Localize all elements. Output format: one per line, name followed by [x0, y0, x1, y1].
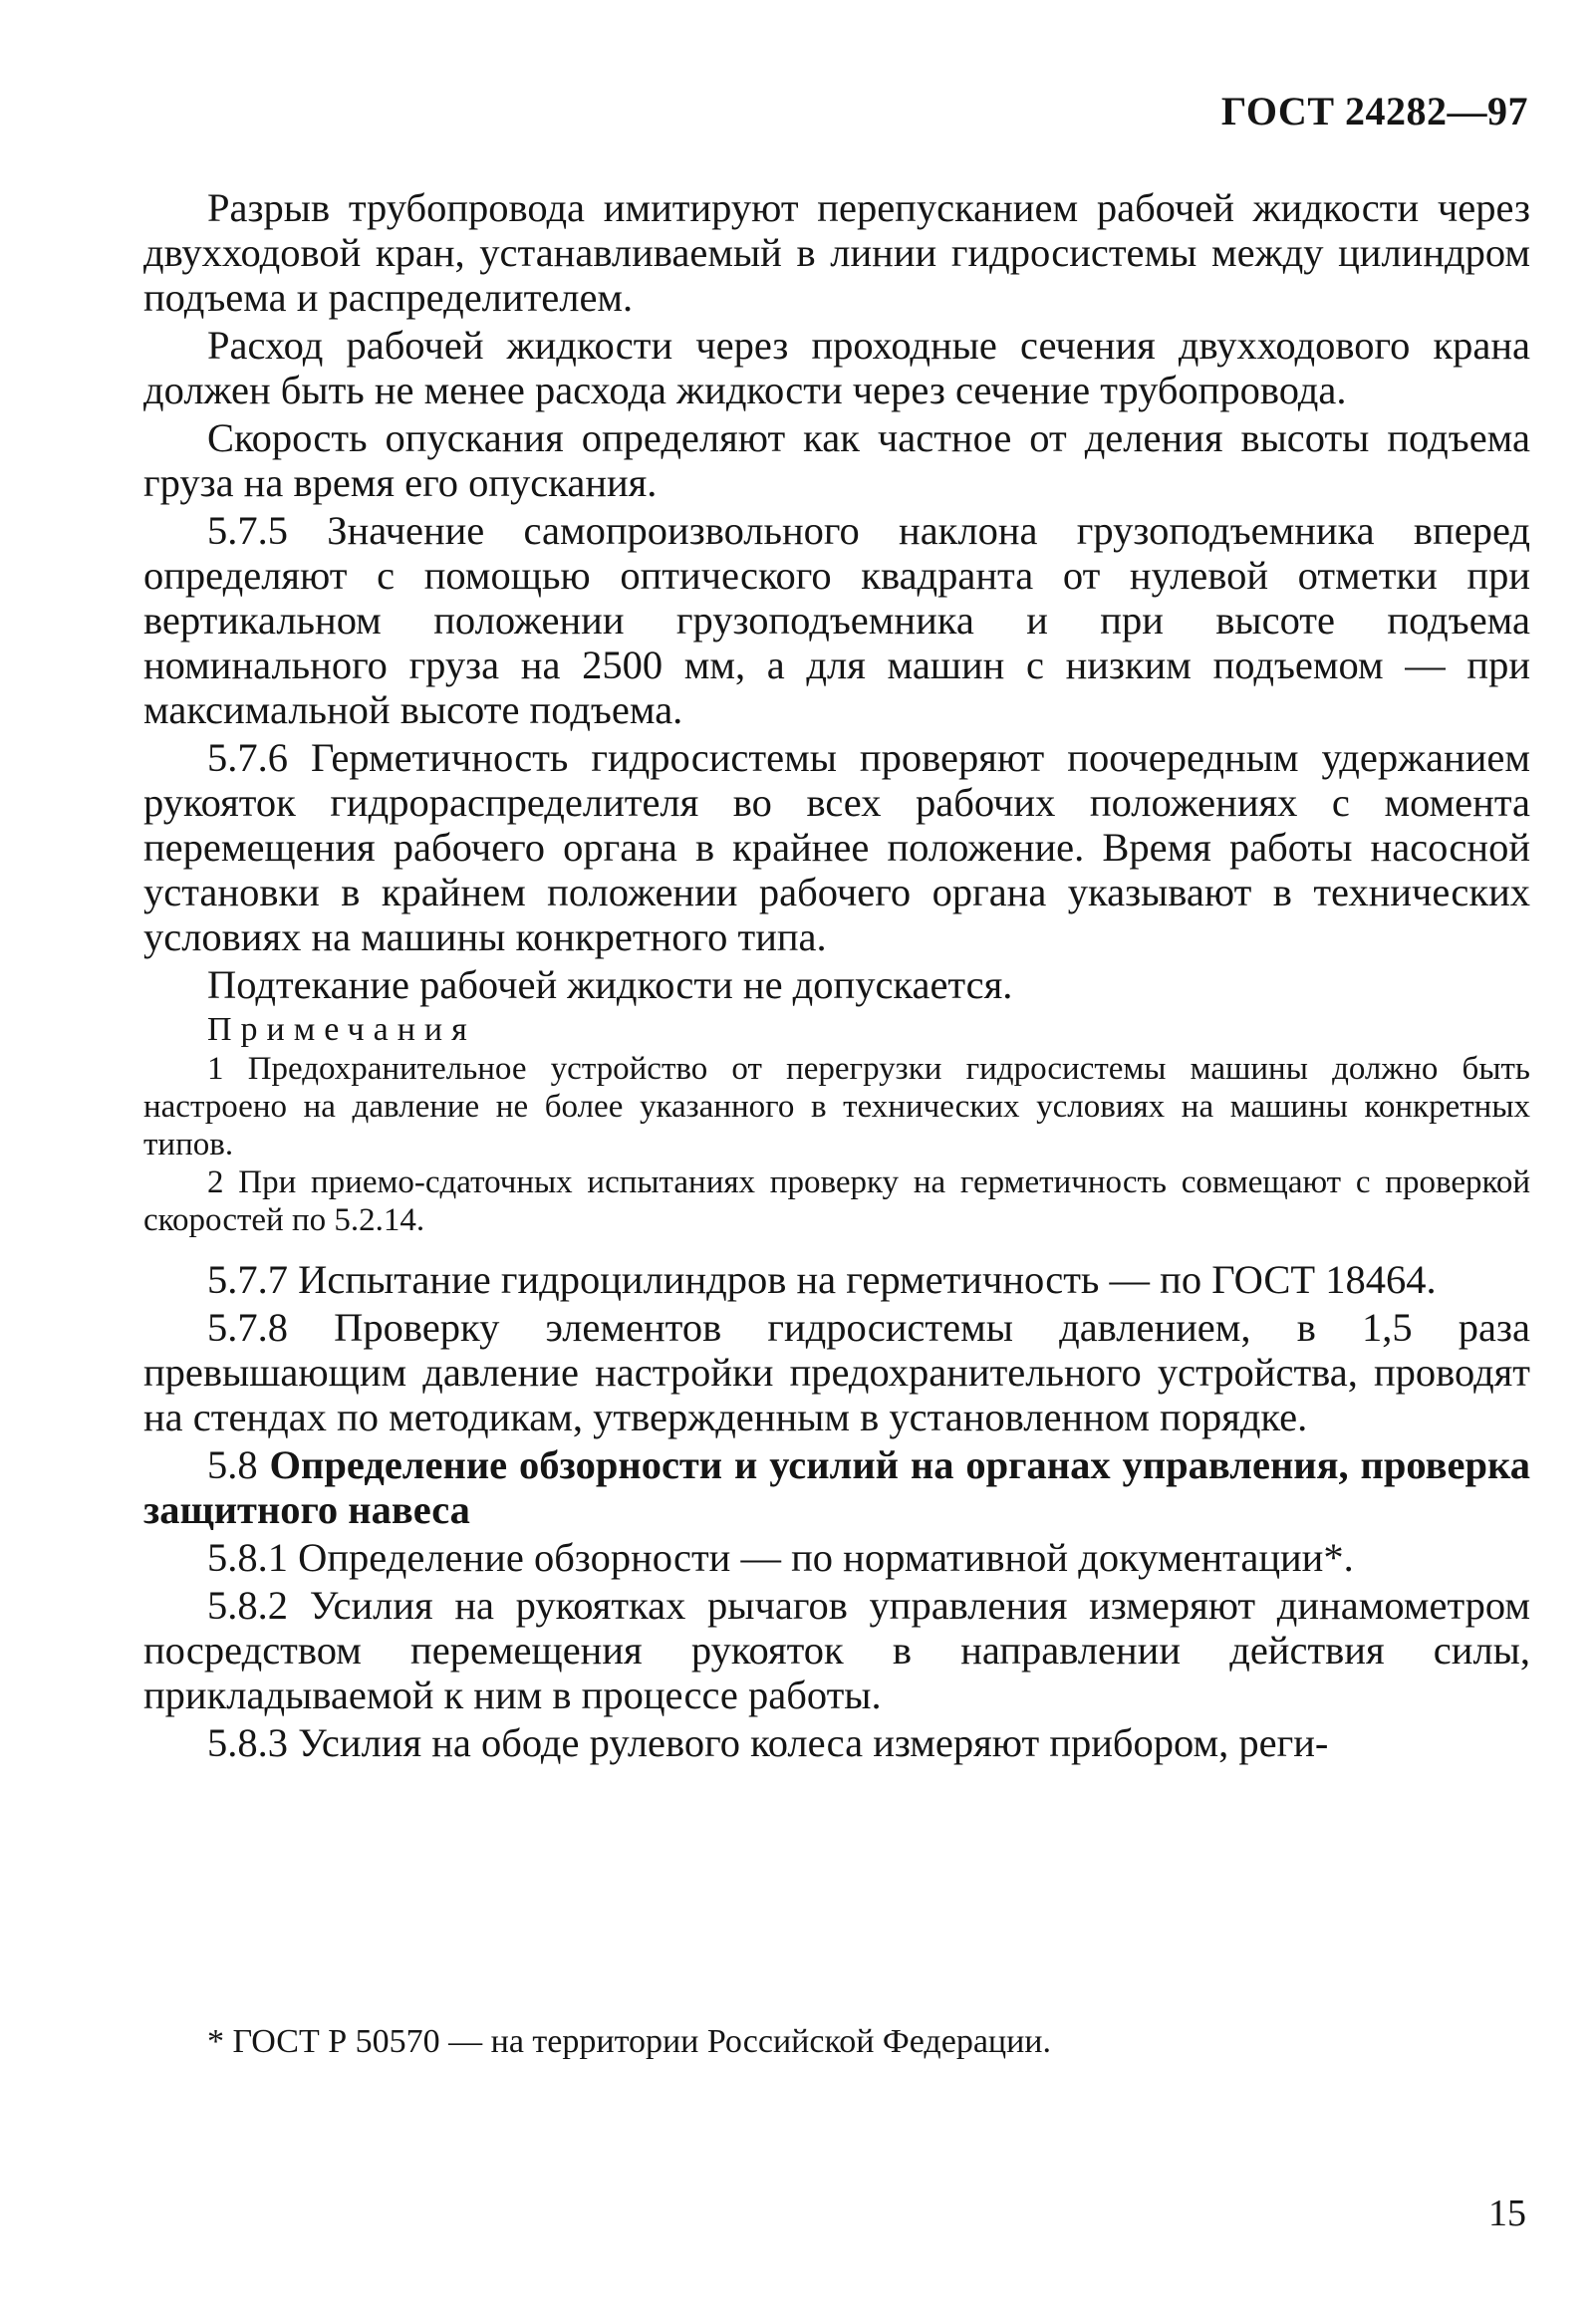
paragraph-leakage: Подтекание рабочей жидкости не допускается. [207, 962, 1013, 1007]
paragraph-5-7-8: 5.7.8 Проверку элементов гидросистемы давлением, в 1,5 раза превышающим давление настройки предохранительного устройства, проводят на стендах по методикам, утвержденным в установленном порядке. [143, 1305, 1530, 1439]
document-code-header: ГОСТ 24282—97 [1220, 89, 1528, 133]
footnote: * ГОСТ Р 50570 — на территории Российской Федерации. [207, 2023, 1051, 2060]
paragraph-5-7-5: 5.7.5 Значение самопроизвольного наклона грузоподъемника вперед определяют с помощью оптического квадранта от нулевой отметки при вертикальном положении грузоподъемника и при высоте подъема номинального груза на 2500 мм, а для машин с низким подъемом — при максимальной высоте подъема. [143, 508, 1530, 732]
section-5-8-heading [143, 1442, 1530, 1532]
notes-block [143, 1010, 1530, 1239]
paragraph-fluid-flow: Расход рабочей жидкости через проходные сечения двухходового крана должен быть не менее расхода жидкости через сечение трубопровода. [143, 323, 1530, 412]
main-text [143, 185, 1530, 1768]
page-number: 15 [1488, 2193, 1526, 2234]
note-1: 1 Предохранительное устройство от перегрузки гидросистемы машины должно быть настроено на давление не более указанного в технических условиях на машины конкретных типов. [143, 1051, 1530, 1162]
paragraph-lowering-speed: Скорость опускания определяют как частное от деления высоты подъема груза на время его опускания. [143, 415, 1530, 505]
section-title: Определение обзорности и усилий на органах управления, проверка защитного навеса [143, 1442, 1530, 1532]
section-number: 5.8 [207, 1442, 258, 1487]
paragraph-5-8-3: 5.8.3 Усилия на ободе рулевого колеса измеряют прибором, реги- [207, 1720, 1329, 1765]
paragraph-5-7-7: 5.7.7 Испытание гидроцилиндров на герметичность — по ГОСТ 18464. [207, 1257, 1437, 1302]
paragraph-5-7-6: 5.7.6 Герметичность гидросистемы проверяют поочередным удержанием рукояток гидрораспределителя во всех рабочих положениях с момента перемещения рабочего органа в крайнее положение. Время работы насосной установки в крайнем положении рабочего органа указывают в технических условиях на машины конкретного типа. [143, 735, 1530, 959]
note-2: 2 При приемо-сдаточных испытаниях проверку на герметичность совмещают с проверкой скоростей по 5.2.14. [143, 1164, 1530, 1238]
paragraph-5-8-2: 5.8.2 Усилия на рукоятках рычагов управления измеряют динамометром посредством перемещения рукояток в направлении действия силы, прикладываемой к ним в процессе работы. [143, 1583, 1530, 1717]
paragraph-5-8-1: 5.8.1 Определение обзорности — по нормативной документации*. [207, 1535, 1354, 1580]
notes-heading: Примечания [207, 1011, 476, 1048]
paragraph-pipe-rupture: Разрыв трубопровода имитируют перепусканием рабочей жидкости через двухходовой кран, устанавливаемый в линии гидросистемы между цилиндром подъема и распределителем. [143, 185, 1530, 320]
